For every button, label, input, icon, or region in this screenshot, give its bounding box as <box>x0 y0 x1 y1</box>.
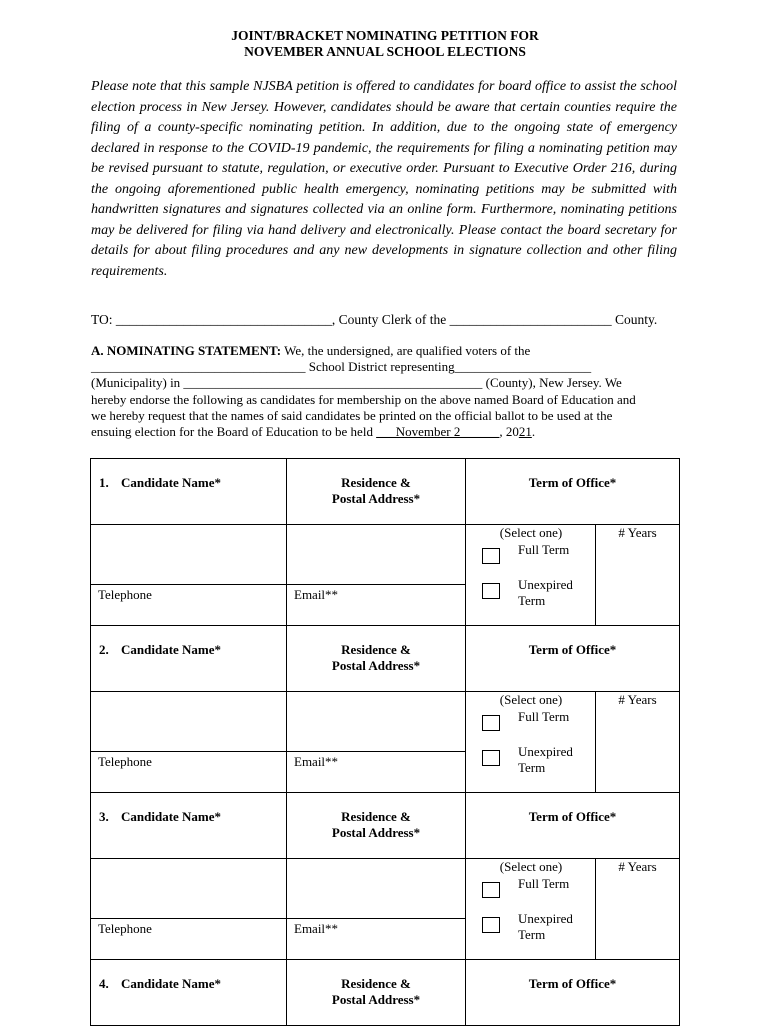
term-of-office-header: Term of Office* <box>466 626 680 692</box>
residence-header: Residence & Postal Address* <box>287 960 466 1026</box>
unexpired-term-option[interactable]: Unexpired Term <box>466 744 595 778</box>
full-term-checkbox[interactable] <box>482 882 500 898</box>
candidate-table <box>90 458 680 1026</box>
residence-field[interactable] <box>287 525 466 585</box>
candidate-name-field[interactable] <box>91 859 287 919</box>
years-field[interactable]: # Years <box>596 859 680 960</box>
full-term-option[interactable]: Full Term <box>466 542 595 576</box>
njsba-notice: Please note that this sample NJSBA petition is offered to candidates for board office to assist the school election process in New Jersey. However, candidates should be aware that certain counties require the filing of a county-specific nominating petition. In addition, due to the ongoing state of emergency declared in response to the COVID-19 pandemic, the requirements for filing a nominating petition may be revised pursuant to statute, regulation, or executive order. Pursuant to Executive Order 216, during the ongoing aforementioned public health emergency, nominating petitions may be submitted with handwritten signatures and signatures collected via an online form. Furthermore, nominating petitions may be delivered for filing via hand delivery and electronically. Please contact the board secretary for details for about filing procedures and any new developments in signature collection and other filing requirements. <box>91 79 677 279</box>
candidate-name-header: 1. Candidate Name* <box>91 459 287 525</box>
residence-field[interactable] <box>287 692 466 752</box>
term-of-office-header: Term of Office* <box>466 459 680 525</box>
candidate-name-header: 2. Candidate Name* <box>91 626 287 692</box>
unexpired-term-option[interactable]: Unexpired Term <box>466 577 595 611</box>
email-field[interactable]: Email** <box>287 585 466 626</box>
years-field[interactable]: # Years <box>596 525 680 626</box>
unexpired-term-checkbox[interactable] <box>482 750 500 766</box>
full-term-option[interactable]: Full Term <box>466 709 595 743</box>
candidate-name-field[interactable] <box>91 525 287 585</box>
election-date: ___November 2______ <box>376 424 500 440</box>
unexpired-term-checkbox[interactable] <box>482 583 500 599</box>
title-line-1: JOINT/BRACKET NOMINATING PETITION FOR <box>231 28 539 43</box>
term-of-office-header: Term of Office* <box>466 793 680 859</box>
title-line-2: NOVEMBER ANNUAL SCHOOL ELECTIONS <box>244 44 526 59</box>
email-field[interactable]: Email** <box>287 752 466 793</box>
candidate-name-header: 4. Candidate Name* <box>91 960 287 1026</box>
full-term-checkbox[interactable] <box>482 715 500 731</box>
email-field[interactable]: Email** <box>287 919 466 960</box>
to-county-clerk-line: TO: ________________________________, County Clerk of the ________________________ County. <box>91 312 658 327</box>
telephone-field[interactable]: Telephone <box>91 752 287 793</box>
nominating-statement-label: A. NOMINATING STATEMENT: <box>91 343 282 358</box>
term-select-cell: (Select one) Full Term Unexpired Term <box>466 525 596 626</box>
years-field[interactable]: # Years <box>596 692 680 793</box>
petition-title <box>0 28 770 60</box>
residence-header: Residence & Postal Address* <box>287 626 466 692</box>
unexpired-term-checkbox[interactable] <box>482 917 500 933</box>
full-term-option[interactable]: Full Term <box>466 876 595 910</box>
residence-header: Residence & Postal Address* <box>287 459 466 525</box>
residence-header: Residence & Postal Address* <box>287 793 466 859</box>
full-term-checkbox[interactable] <box>482 548 500 564</box>
term-of-office-header: Term of Office* <box>466 960 680 1026</box>
nominating-statement: A. NOMINATING STATEMENT: We, the undersigned, are qualified voters of the _________________________________ School District representing_____________________ (Municipality) in ______________________________________________ (County), New Jersey. We hereby endorse the following as candidates for membership on the above named Board of Education and we hereby request that the names of said candidates be printed on the official ballot to be used at the ensuing election for the Board of Education to be held ___November 2______, 2021. <box>91 343 636 440</box>
candidate-name-field[interactable] <box>91 692 287 752</box>
candidate-name-header: 3. Candidate Name* <box>91 793 287 859</box>
telephone-field[interactable]: Telephone <box>91 585 287 626</box>
term-select-cell: (Select one) Full Term Unexpired Term <box>466 859 596 960</box>
election-year: 21 <box>518 424 532 440</box>
residence-field[interactable] <box>287 859 466 919</box>
unexpired-term-option[interactable]: Unexpired Term <box>466 911 595 945</box>
telephone-field[interactable]: Telephone <box>91 919 287 960</box>
term-select-cell: (Select one) Full Term Unexpired Term <box>466 692 596 793</box>
